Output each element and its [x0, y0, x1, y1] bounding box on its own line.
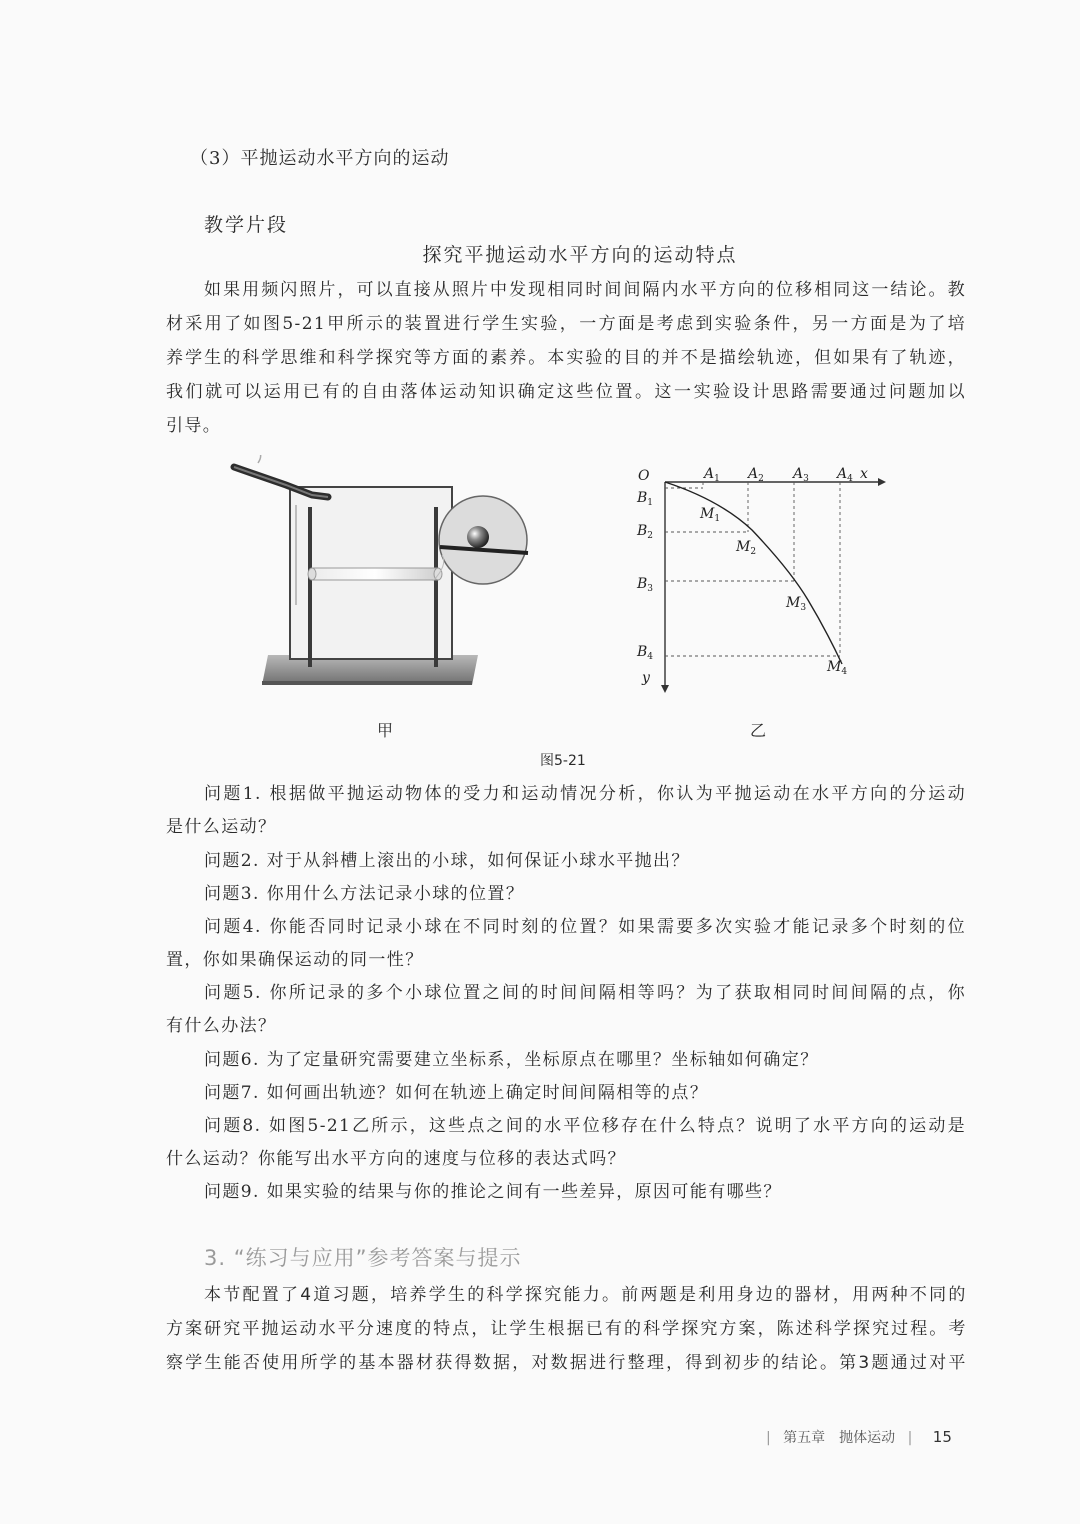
intro-line: 材采用了如图5-21甲所示的装置进行学生实验，一方面是考虑到实验条件，另一方面是为了培 — [166, 314, 966, 334]
page-footer — [766, 1427, 952, 1447]
question-line: 问题2. 对于从斜槽上滚出的小球，如何保证小球水平抛出？ — [204, 851, 690, 871]
footer-divider: | — [766, 1430, 771, 1446]
teaching-title: 探究平抛运动水平方向的运动特点 — [422, 244, 738, 266]
question-line: 问题9. 如果实验的结果与你的推论之间有一些差异，原因可能有哪些？ — [204, 1182, 782, 1202]
figure-label-left: 甲 — [377, 721, 394, 740]
section3-line: 方案研究平抛运动水平分速度的特点，让学生根据已有的科学探究方案，陈述科学探究过程。考 — [166, 1319, 966, 1339]
y-axis-label: y — [642, 670, 650, 686]
a-label: $A_4$ — [837, 466, 853, 484]
b-label: $B_3$ — [637, 576, 654, 594]
b-label: $B_2$ — [637, 523, 654, 541]
x-axis-label: x — [860, 466, 868, 482]
question-line: 问题1. 根据做平抛运动物体的受力和运动情况分析，你认为平抛运动在水平方向的分运动 — [204, 784, 966, 804]
intro-line: 引导。 — [166, 416, 222, 436]
section3-line: 本节配置了4道习题，培养学生的科学探究能力。前两题是利用身边的器材，用两种不同的 — [204, 1285, 966, 1305]
m-label: $M_2$ — [736, 539, 757, 557]
question-line: 置，你如果确保运动的同一性？ — [166, 950, 424, 970]
m-label: $M_4$ — [827, 659, 848, 677]
question-line: 问题6. 为了定量研究需要建立坐标系，坐标原点在哪里？坐标轴如何确定？ — [204, 1050, 819, 1070]
intro-line: 我们就可以运用已有的自由落体运动知识确定这些位置。这一实验设计思路需要通过问题加以 — [166, 382, 966, 402]
intro-line: 养学生的科学思维和科学探究等方面的素养。本实验的目的并不是描绘轨迹，但如果有了轨迹， — [166, 348, 966, 368]
figure-caption: 图5-21 — [540, 753, 586, 769]
a-label: $A_3$ — [793, 466, 809, 484]
question-line: 问题3. 你用什么方法记录小球的位置？ — [204, 884, 525, 904]
intro-line: 如果用频闪照片，可以直接从照片中发现相同时间间隔内水平方向的位移相同这一结论。教 — [204, 280, 966, 300]
question-line: 问题8. 如图5-21乙所示，这些点之间的水平位移存在什么特点？说明了水平方向的运动是 — [204, 1116, 966, 1136]
a-label: $A_2$ — [748, 466, 764, 484]
question-line: 问题5. 你所记录的多个小球位置之间的时间间隔相等吗？为了获取相同时间间隔的点，你 — [204, 983, 966, 1003]
question-line: 有什么办法？ — [166, 1016, 277, 1036]
m-label: $M_1$ — [700, 506, 721, 524]
question-line: 问题4. 你能否同时记录小球在不同时刻的位置？如果需要多次实验才能记录多个时刻的位 — [204, 917, 966, 937]
section-heading: （3）平抛运动水平方向的运动 — [190, 148, 450, 169]
ball — [467, 526, 489, 548]
trajectory-graph — [620, 460, 890, 700]
b-label: $B_1$ — [637, 490, 654, 508]
footer-divider: | — [907, 1430, 913, 1446]
horizontal-cylinder — [312, 568, 438, 580]
apparatus-illustration — [228, 455, 538, 695]
section3-heading: 3. “练习与应用”参考答案与提示 — [204, 1246, 522, 1270]
footer-chapter: 第五章 抛体运动 — [783, 1430, 896, 1446]
a-label: $A_1$ — [704, 466, 720, 484]
m-label: $M_3$ — [786, 595, 807, 613]
question-line: 是什么运动？ — [166, 817, 277, 837]
page-number: 15 — [932, 1428, 952, 1446]
teaching-label: 教学片段 — [204, 214, 289, 236]
question-line: 问题7. 如何画出轨迹？如何在轨迹上确定时间间隔相等的点？ — [204, 1083, 709, 1103]
origin-label: O — [638, 468, 650, 484]
figure-label-right: 乙 — [750, 721, 767, 740]
question-line: 什么运动？你能写出水平方向的速度与位移的表达式吗？ — [166, 1149, 626, 1169]
trajectory-curve — [665, 482, 842, 664]
section3-line: 察学生能否使用所学的基本器材获得数据，对数据进行整理，得到初步的结论。第3题通过对平 — [166, 1353, 966, 1373]
b-label: $B_4$ — [637, 644, 654, 662]
